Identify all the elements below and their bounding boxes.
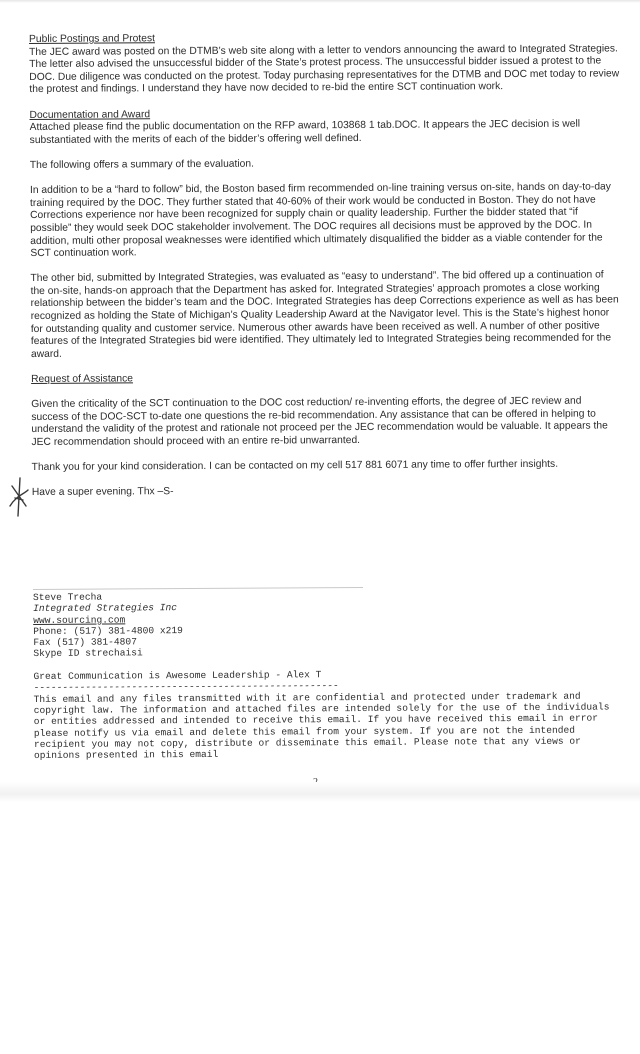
documentation-heading: Documentation and Award — [29, 108, 151, 121]
signature-fax: Fax (517) 381-4807 — [33, 636, 137, 649]
signature-phone: Phone: (517) 381-4800 x219 — [33, 624, 183, 637]
signature-website-link[interactable]: www.sourcing.com — [33, 614, 126, 626]
handwritten-mark-icon — [6, 476, 30, 520]
signature-name: Steve Trecha — [33, 591, 103, 603]
integrated-bid-paragraph: The other bid, submitted by Integrated Strategies, was evaluated as “easy to understand”. The bid offered up a continuation of the on-site, hands-on approach that the Department has asked for. Integrated Strategies’ approach promotes a close working relationship between the bidder’s team and the DOC. Integrated Strategies has deep Corrections experience as well as has been recognized as holding the State of Michigan’s Quality Leadership Award at the Navigator level. This is the State’s highest honor for outstanding quality and customer service. Numerous other awards have been received as well. A number of other positive features of the Integrated Strategies bid were identified. They ultimately led to Integrated Strategies being recommended for the award. — [30, 269, 619, 360]
public-postings-section — [29, 30, 619, 97]
signature-skype: Skype ID strechaisi — [33, 647, 143, 660]
documentation-section — [29, 106, 619, 147]
request-text: Given the criticality of the SCT continuation to the DOC cost reduction/ re-inventing efforts, the degree of JEC review and success of the DOC-SCT to-date one questions the re-bid recommendation. Any assistance that can be offered in helping to understand the validity of the protest and rationale not proceed per the JEC recommendation would be valuable. It appears the JEC recommendation should proceed with an entire re-bid unwarranted. — [31, 395, 608, 448]
boston-bid-paragraph: In addition to be a “hard to follow” bid, the Boston based firm recommended on-line training versus on-site, hands on day-to-day training required by the DOC. They further stated that 40-60% of their work would be conducted in Boston. They do not have Corrections experience nor have been recognized for supply chain or quality leadership. Further the bidder stated that “if possible” they would seek DOC stakeholder involvement. The DOC requires all decisions must be approved by the DOC. In addition, multi other proposal weaknesses were identified which ultimately disqualified the bidder as a viable contender for the SCT continuation work. — [29, 181, 611, 260]
letter-body — [29, 30, 622, 512]
signature-tagline: Great Communication is Awesome Leadership - Alex T — [33, 669, 322, 683]
scan-top-edge — [0, 0, 640, 3]
summary-intro: The following offers a summary of the evaluation. — [29, 158, 255, 171]
request-heading: Request of Assistance — [31, 373, 134, 386]
public-postings-text: The JEC award was posted on the DTMB’s web site along with a letter to vendors announcing the award to Integrated Strategies. The letter also advised the unsuccessful bidder of the State’s protest process. The unsuccessful bidder issued a protest to the DOC. Due diligence was conducted on the protest. Today purchasing representatives for the DTMB and DOC met today to review the protest and findings. I understand they have now decided to re-bid the entire SCT continuation work. — [29, 42, 620, 96]
email-signature — [33, 588, 614, 761]
scan-page-edge — [0, 782, 640, 802]
thanks-text: Thank you for your kind consideration. I can be contacted on my cell 517 881 6071 any time to offer further insights. — [31, 458, 559, 474]
disclaimer-text: This email and any files transmitted with it are confidential and protected under trademark and copyright law. The information and attached files are intended solely for the use of the individuals or entities addressed and intended to receive this email. If you have received this email in error please notify us via email and delete this email from your system. If you are not the intended recipient you may not copy, distribute or disseminate this email. Please note that any views or opinions presented in this email — [33, 690, 610, 762]
signature-company: Integrated Strategies Inc — [33, 602, 178, 615]
public-postings-heading: Public Postings and Protest — [29, 33, 155, 45]
request-heading-para — [31, 370, 621, 386]
disclaimer-separator: ----------------------------------------------------- — [33, 680, 339, 694]
closing-text: Have a super evening. Thx –S- — [31, 486, 174, 499]
documentation-text: Attached please find the public documentation on the RFP award, 103868 1 tab.DOC. It appears the JEC decision is well substantiated with the merits of each of the bidder’s offering well defined. — [29, 118, 581, 146]
